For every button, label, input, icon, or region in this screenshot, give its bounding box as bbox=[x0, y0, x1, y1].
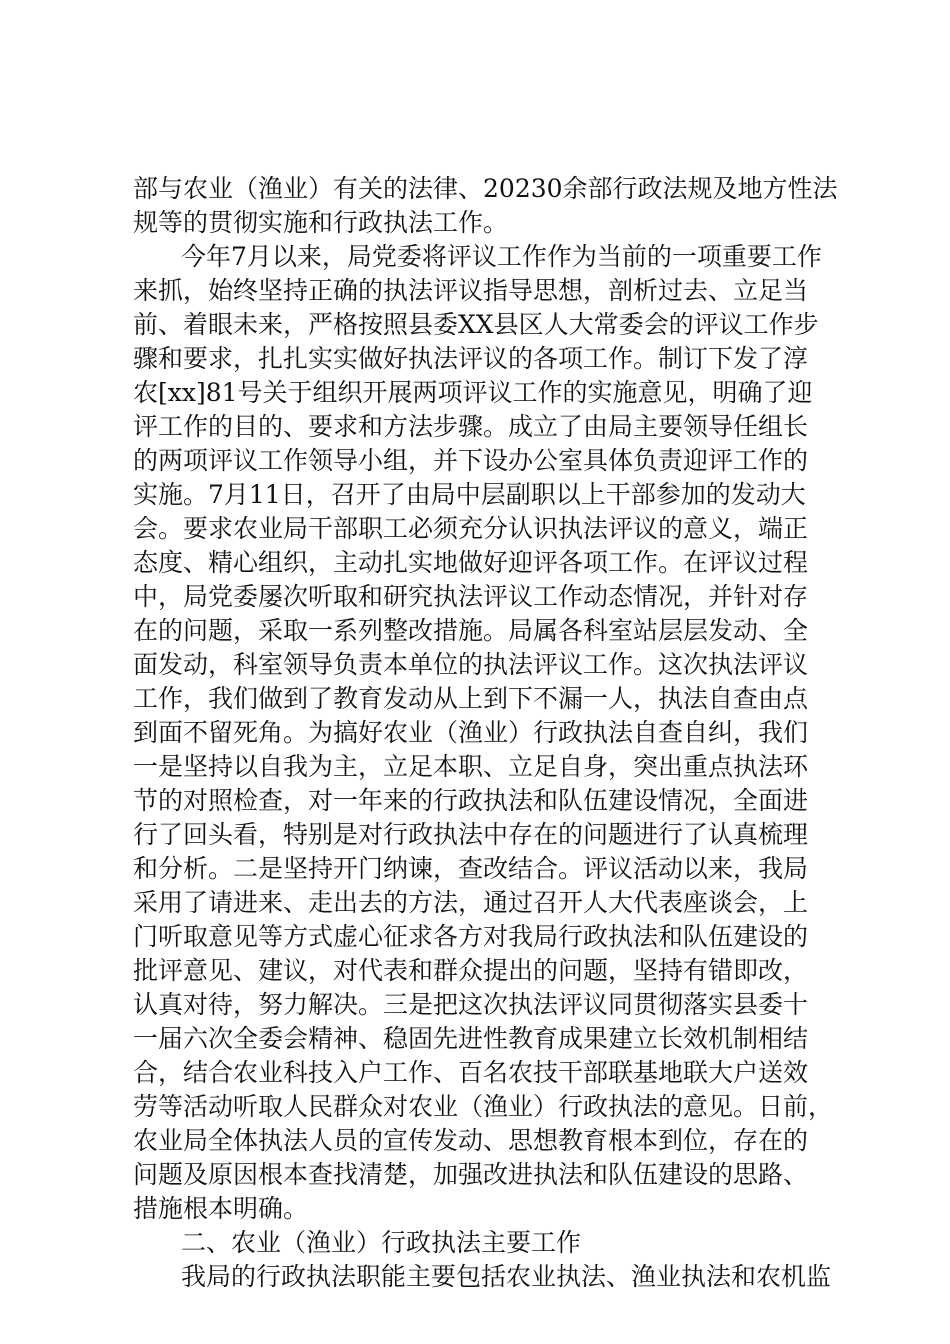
text-line: 面发动，科室领导负责本单位的执法评议工作。这次执法评议 bbox=[133, 650, 809, 679]
text-line: 态度、精心组织，主动扎实地做好迎评各项工作。在评议过程 bbox=[133, 548, 809, 577]
text-line: 一是坚持以自我为主，立足本职、立足自身，突出重点执法环 bbox=[133, 752, 809, 781]
text-line: 我局的行政执法职能主要包括农业执法、渔业执法和农机监 bbox=[181, 1262, 832, 1291]
text-line: 的两项评议工作领导小组，并下设办公室具体负责迎评工作的 bbox=[133, 446, 809, 475]
text-line: 评工作的目的、要求和方法步骤。成立了由局主要领导任组长 bbox=[133, 412, 809, 441]
section-heading bbox=[133, 1226, 833, 1260]
document-body bbox=[133, 172, 838, 1294]
text-line: 劳等活动听取人民群众对农业（渔业）行政执法的意见。日前， bbox=[133, 1092, 834, 1121]
text-line: 在的问题，采取一系列整改措施。局属各科室站层层发动、全 bbox=[133, 616, 809, 645]
text-line: 门听取意见等方式虚心征求各方对我局行政执法和队伍建设的 bbox=[133, 922, 809, 951]
text-line: 节的对照检查，对一年来的行政执法和队伍建设情况，全面进 bbox=[133, 786, 809, 815]
paragraph-4 bbox=[133, 1260, 833, 1294]
text-line: 认真对待，努力解决。三是把这次执法评议同贯彻落实县委十 bbox=[133, 990, 809, 1019]
text-line: 问题及原因根本查找清楚，加强改进执法和队伍建设的思路、 bbox=[133, 1160, 809, 1189]
text-line: 实施。7月11日，召开了由局中层副职以上干部参加的发动大 bbox=[133, 480, 806, 509]
text-line: 规等的贯彻实施和行政执法工作。 bbox=[133, 208, 509, 237]
heading-line: 二、农业（渔业）行政执法主要工作 bbox=[181, 1228, 582, 1257]
text-line: 合，结合农业科技入户工作、百名农技干部联基地联大户送效 bbox=[133, 1058, 809, 1087]
paragraph-2 bbox=[133, 240, 833, 1226]
text-line: 来抓，始终坚持正确的执法评议指导思想，剖析过去、立足当 bbox=[133, 276, 809, 305]
text-line: 采用了请进来、走出去的方法，通过召开人大代表座谈会，上 bbox=[133, 888, 809, 917]
text-line: 行了回头看，特别是对行政执法中存在的问题进行了认真梳理 bbox=[133, 820, 809, 849]
text-line: 今年7月以来，局党委将评议工作作为当前的一项重要工作 bbox=[181, 242, 822, 271]
text-line: 部与农业（渔业）有关的法律、20230余部行政法规及地方性法 bbox=[133, 174, 838, 203]
text-line: 前、着眼未来，严格按照县委XX县区人大常委会的评议工作步 bbox=[133, 310, 819, 339]
text-line: 和分析。二是坚持开门纳谏，查改结合。评议活动以来，我局 bbox=[133, 854, 809, 883]
text-line: 农[xx]81号关于组织开展两项评议工作的实施意见，明确了迎 bbox=[133, 378, 813, 407]
text-line: 骤和要求，扎扎实实做好执法评议的各项工作。制订下发了淳 bbox=[133, 344, 809, 373]
text-line: 会。要求农业局干部职工必须充分认识执法评议的意义，端正 bbox=[133, 514, 809, 543]
text-line: 到面不留死角。为搞好农业（渔业）行政执法自查自纠，我们 bbox=[133, 718, 809, 747]
paragraph-1 bbox=[133, 172, 838, 240]
text-line: 中，局党委屡次听取和研究执法评议工作动态情况，并针对存 bbox=[133, 582, 809, 611]
text-line: 一届六次全委会精神、稳固先进性教育成果建立长效机制相结 bbox=[133, 1024, 809, 1053]
text-line: 工作，我们做到了教育发动从上到下不漏一人，执法自查由点 bbox=[133, 684, 809, 713]
text-line: 批评意见、建议，对代表和群众提出的问题，坚持有错即改， bbox=[133, 956, 809, 985]
text-line: 农业局全体执法人员的宣传发动、思想教育根本到位，存在的 bbox=[133, 1126, 809, 1155]
text-line: 措施根本明确。 bbox=[133, 1194, 309, 1223]
